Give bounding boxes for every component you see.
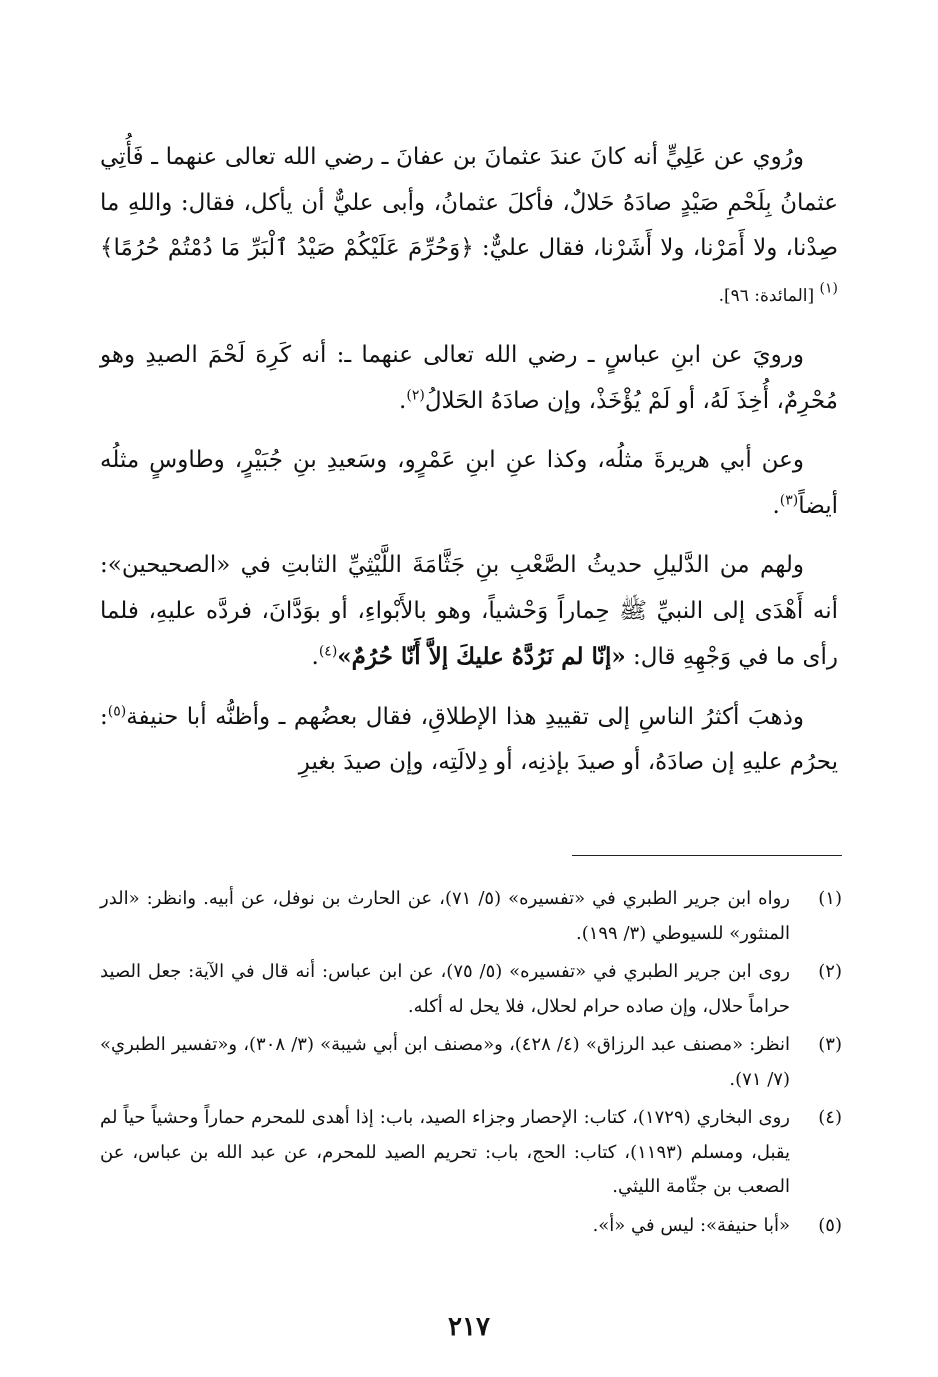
footnote-text: رواه ابن جرير الطبري في «تفسيره» (٥/ ٧١)، عن الحارث بن نوفل، عن أبيه. وانظر: «الدر المنثور» للسيوطي (٣/ ١٩٩). xyxy=(100,888,790,944)
footnote-ref: (٤) xyxy=(318,643,338,660)
paragraph xyxy=(100,695,838,786)
footnote-ref: (٢) xyxy=(406,386,425,403)
paragraph-end: . xyxy=(399,387,407,414)
quran-citation: [المائدة: ٩٦]. xyxy=(718,285,820,306)
paragraph-text: ولهم من الدَّليلِ حديثُ الصَّعْبِ بنِ جَثَّامَةَ اللَّيْثِيِّ الثابتِ في «الصحيحين»: أنه أَهْدَى إلى النبيِّ ﷺ حِماراً وَحْشياً، وهو بالأَبْواءِ، أو بوَدَّانَ، فردَّه عليهِ، فلما رأى ما في وَجْهِهِ قال: xyxy=(100,552,838,670)
paragraph xyxy=(100,135,838,319)
paragraph-text: ورويَ عن ابنِ عباسٍ ـ رضي الله تعالى عنهما ـ: أنه كَرِهَ لَحْمَ الصيدِ وهو مُحْرِمٌ، أُخِذَ لَهُ، أو لَمْ يُؤْخَذْ، وإن صادَهُ الحَلالُ xyxy=(100,342,838,414)
footnote xyxy=(100,1101,842,1205)
footnote xyxy=(100,955,842,1024)
footnote-text: انظر: «مصنف عبد الرزاق» (٤/ ٤٢٨)، و«مصنف ابن أبي شيبة» (٣/ ٣٠٨)، و«تفسير الطبري» (٧/ ٧١). xyxy=(100,1034,791,1090)
footnote-ref: (٣) xyxy=(779,491,799,508)
paragraph-end: . xyxy=(772,492,780,519)
footnote-separator xyxy=(572,855,842,856)
footnote-number: (٥) xyxy=(818,1214,842,1236)
footnote xyxy=(100,1209,842,1244)
paragraph-end: . xyxy=(311,644,319,670)
footnote-text: روى ابن جرير الطبري في «تفسيره» (٥/ ٧٥)، عن ابن عباس: أنه قال في الآية: جعل الصيد حراماً حلال، وإن صاده حرام لحلال، فلا يحل له أكله. xyxy=(100,961,790,1017)
footnote-number: (١) xyxy=(818,888,842,909)
footnote-number: (٤) xyxy=(818,1107,842,1128)
paragraph xyxy=(100,333,838,424)
footnote-text: روى البخاري (١٧٢٩)، كتاب: الإحصار وجزاء الصيد، باب: إذا أهدى للمحرم حماراً وحشياً حياً لم يقبل، ومسلم (١١٩٣)، كتاب: الحج، باب: تحريم الصيد للمحرم، عن عبد الله بن عباس، عن الصعب بن جثّامة الليثي. xyxy=(100,1107,790,1197)
paragraph-end: : يحرُم عليهِ إن صادَهُ، أو صيدَ بإذنِه، أو دِلالَتِه، وإن صيدَ بغيرِ xyxy=(100,703,838,775)
footnote xyxy=(100,882,842,951)
footnotes xyxy=(100,882,842,1247)
footnote-ref: (١) xyxy=(819,279,838,296)
paragraph-text: ورُوي عن عَلِيٍّ أنه كانَ عندَ عثمانَ بن عفانَ ـ رضي الله تعالى عنهما ـ فَأُتِي عثمانُ بِلَحْمِ صَيْدٍ صادَهُ حَلالٌ، فأكلَ عثمانُ، وأبى عليٌّ أن يأكل، فقال: واللهِ ما صِدْنا، ولا أَمَرْنا، ولا أَشَرْنا، فقال عليٌّ: ﴿وَحُرِّمَ عَلَيْكُمْ صَيْدُ ٱلْبَرِّ مَا دُمْتُمْ حُرُمًا﴾ xyxy=(100,144,838,261)
paragraph xyxy=(100,438,838,529)
page-number: ٢١٧ xyxy=(448,1312,490,1342)
paragraph-text: وعن أبي هريرةَ مثلُه، وكذا عنِ ابنِ عَمْرٍو، وسَعيدِ بنِ جُبَيْرٍ، وطاوسٍ مثلُه أيضاً xyxy=(100,447,838,519)
hadith-quote: «إنّا لم نَرُدَّهُ عليكَ إلاَّ أَنّا حُرُمٌ» xyxy=(337,643,626,670)
footnote-number: (٣) xyxy=(818,1034,842,1055)
main-text xyxy=(100,135,838,800)
paragraph-text: وذهبَ أكثرُ الناسِ إلى تقييدِ هذا الإطلاقِ، فقال بعضُهم ـ وأظنُّه أبا حنيفة xyxy=(126,703,804,730)
footnote-ref: (٥) xyxy=(107,702,127,719)
footnote xyxy=(100,1028,842,1097)
paragraph xyxy=(100,543,838,681)
footnote-text: «أبا حنيفة»: ليس في «أ». xyxy=(592,1214,790,1236)
footnote-number: (٢) xyxy=(818,961,842,982)
